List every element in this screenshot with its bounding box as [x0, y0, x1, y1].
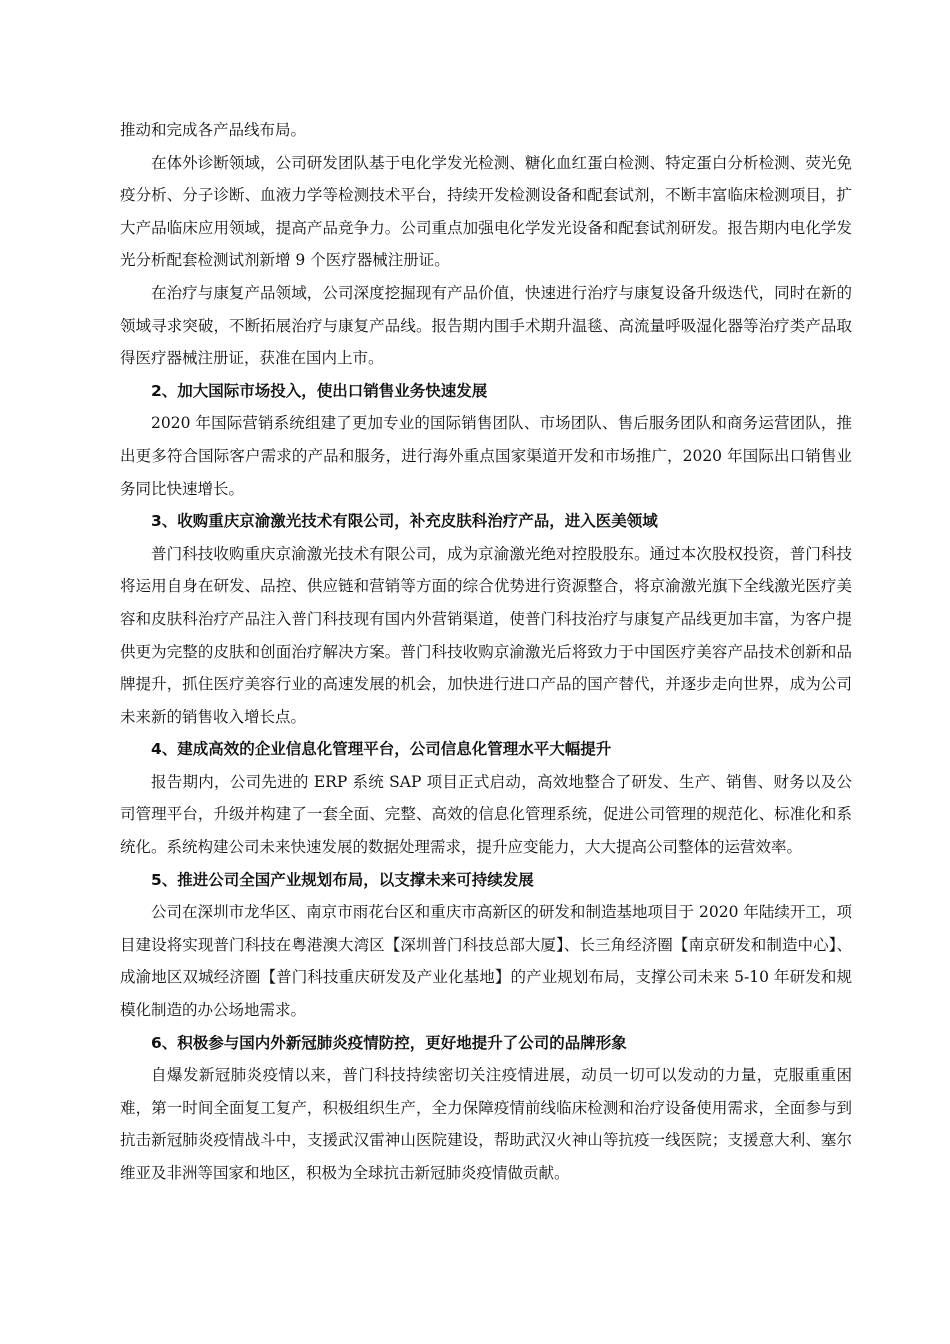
paragraph-international-market: 2020 年国际营销系统组建了更加专业的国际销售团队、市场团队、售后服务团队和商务运营团队，推出更多符合国际客户需求的产品和服务，进行海外重点国家渠道开发和市场推广，2020 年国际出口销售业务同比快速增长。: [120, 414, 852, 498]
paragraph-erp: 报告期内，公司先进的 ERP 系统 SAP 项目正式启动，高效地整合了研发、生产、销售、财务以及公司管理平台，升级并构建了一套全面、完整、高效的信息化管理系统，促进公司管理的规范化、标准化和系统化。系统构建公司未来快速发展的数据处理需求，提升应变能力，大大提高公司整体的运营效率。: [120, 772, 852, 857]
section-heading-4: 4、建成高效的企业信息化管理平台，公司信息化管理水平大幅提升: [151, 740, 612, 759]
paragraph-industrial-layout: 公司在深圳市龙华区、南京市雨花台区和重庆市高新区的研发和制造基地项目于 2020 年陆续开工，项目建设将实现普门科技在粤港澳大湾区【深圳普门科技总部大厦】、长三角经济圈【南京研发和制造中心】、成渝地区双城经济圈【普门科技重庆研发及产业化基地】的产业规划布局，支撑公司未来 5-10 年研发和规模化制造的办公场地需求。: [120, 903, 852, 1020]
section-heading-3: 3、收购重庆京渝激光技术有限公司，补充皮肤科治疗产品，进入医美领域: [151, 512, 658, 531]
paragraph-continuation: 推动和完成各产品线布局。: [120, 121, 307, 139]
paragraph-covid-response: 自爆发新冠肺炎疫情以来，普门科技持续密切关注疫情进展，动员一切可以发动的力量，克服重重困难，第一时间全面复工复产，积极组织生产，全力保障疫情前线临床检测和治疗设备使用需求，全面参与到抗击新冠肺炎疫情战斗中，支援武汉雷神山医院建设，帮助武汉火神山等抗疫一线医院；支援意大利、塞尔维亚及非洲等国家和地区，积极为全球抗击新冠肺炎疫情做贡献。: [120, 1066, 852, 1182]
section-heading-5: 5、推进公司全国产业规划布局，以支撑未来可持续发展: [151, 870, 534, 889]
paragraph-acquisition: 普门科技收购重庆京渝激光技术有限公司，成为京渝激光绝对控股股东。通过本次股权投资，普门科技将运用自身在研发、品控、供应链和营销等方面的综合优势进行资源整合，将京渝激光旗下全线激光医疗美容和皮肤科治疗产品注入普门科技现有国内外营销渠道，使普门科技治疗与康复产品线更加丰富，为客户提供更为完整的皮肤和创面治疗解决方案。普门科技收购京渝激光后将致力于中国医疗美容产品技术创新和品牌提升，抓住医疗美容行业的高速发展的机会，加快进行进口产品的国产替代，并逐步走向世界，成为公司未来新的销售收入增长点。: [120, 544, 852, 726]
paragraph-rehab-field: 在治疗与康复产品领域，公司深度挖掘现有产品价值，快速进行治疗与康复设备升级迭代，同时在新的领域寻求突破，不断拓展治疗与康复产品线。报告期内围手术期升温毯、高流量呼吸湿化器等治疗类产品取得医疗器械注册证，获准在国内上市。: [120, 283, 852, 368]
paragraph-ivd-field: 在体外诊断领域，公司研发团队基于电化学发光检测、糖化血红蛋白检测、特定蛋白分析检测、荧光免疫分析、分子诊断、血液力学等检测技术平台，持续开发检测设备和配套试剂，不断丰富临床检测项目，扩大产品临床应用领域，提高产品竞争力。公司重点加强电化学发光设备和配套试剂研发。报告期内电化学发光分析配套检测试剂新增 9 个医疗器械注册证。: [120, 153, 852, 270]
document-page: [120, 114, 852, 1190]
section-heading-2: 2、加大国际市场投入，使出口销售业务快速发展: [151, 381, 488, 400]
section-heading-6: 6、积极参与国内外新冠肺炎疫情防控，更好地提升了公司的品牌形象: [151, 1033, 627, 1052]
